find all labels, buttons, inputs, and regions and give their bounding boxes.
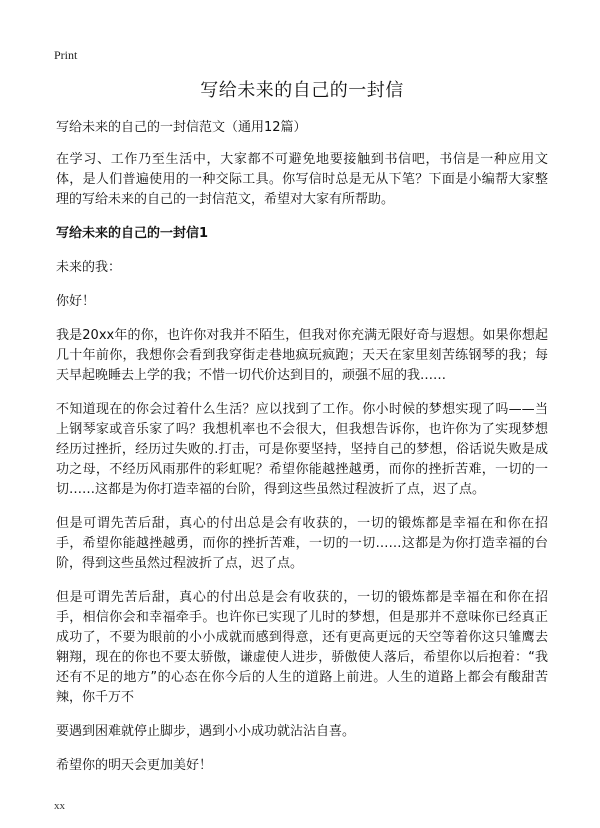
- greeting: 你好！: [56, 294, 96, 309]
- closing-line: 希望你的明天会更加美好！: [56, 758, 213, 773]
- section-heading: 写给未来的自己的一封信1: [56, 226, 209, 241]
- body-paragraph: 不知道现在的你会过着什么生活？应以找到了工作。你小时候的梦想实现了吗——当上钢琴家或音乐家了吗？我想机率也不会很大，但我想告诉你，也许你为了实现梦想经历过挫折，经历过失败的.打击，可是你要坚持，坚持自己的梦想，俗话说失败是成功之母，不经历风雨那件的彩虹呢？希望你能越挫越勇，而你的挫折苦难，一切的一切……这都是为你打造幸福的台阶，得到这些虽然过程波折了点，迟了点。: [56, 402, 548, 497]
- document-title: 写给未来的自己的一封信: [200, 80, 404, 101]
- body-paragraph: 我是20xx年的你，也许你对我并不陌生，但我对你充满无限好奇与遐想。如果你想起几十年前你，我想你会看到我穿街走巷地疯玩疯跑；天天在家里刻苦练钢琴的我；每天早起晚睡去上学的我；不惜一切代价达到目的，顽强不屈的我……: [56, 328, 548, 383]
- salutation: 未来的我：: [56, 260, 122, 275]
- body-paragraph: 但是可谓先苦后甜，真心的付出总是会有收获的，一切的锻炼都是幸福在和你在招手，相信你会和幸福牵手。也许你已实现了儿时的梦想，但是那并不意味你已经真正成功了，不要为眼前的小小成就而感到得意，还有更高更远的天空等着你这只雏鹰去翱翔，现在的你也不要太骄傲，谦虚使人进步，骄傲使人落后，希望你以后抱着：“我还有不足的地方”的心态在你今后的人生的道路上前进。人生的道路上都会有酸甜苦辣，你千万不: [56, 590, 548, 705]
- footer-mark: xx: [54, 800, 65, 812]
- intro-paragraph: 在学习、工作乃至生活中，大家都不可避免地要接触到书信吧，书信是一种应用文体，是人们普遍使用的一种交际工具。你写信时总是无从下笔？下面是小编帮大家整理的写给未来的自己的一封信范文，希望对大家有所帮助。: [56, 152, 548, 207]
- document: [56, 78, 548, 790]
- body-paragraph: 但是可谓先苦后甜，真心的付出总是会有收获的，一切的锻炼都是幸福在和你在招手，希望你能越挫越勇，而你的挫折苦难，一切的一切……这都是为你打造幸福的台阶，得到这些虽然过程波折了点，迟了点。: [56, 516, 548, 571]
- print-link[interactable]: Print: [54, 48, 78, 62]
- body-paragraph: 要遇到困难就停止脚步，遇到小小成功就沾沾自喜。: [56, 724, 356, 739]
- document-subtitle: 写给未来的自己的一封信范文（通用12篇）: [56, 120, 307, 135]
